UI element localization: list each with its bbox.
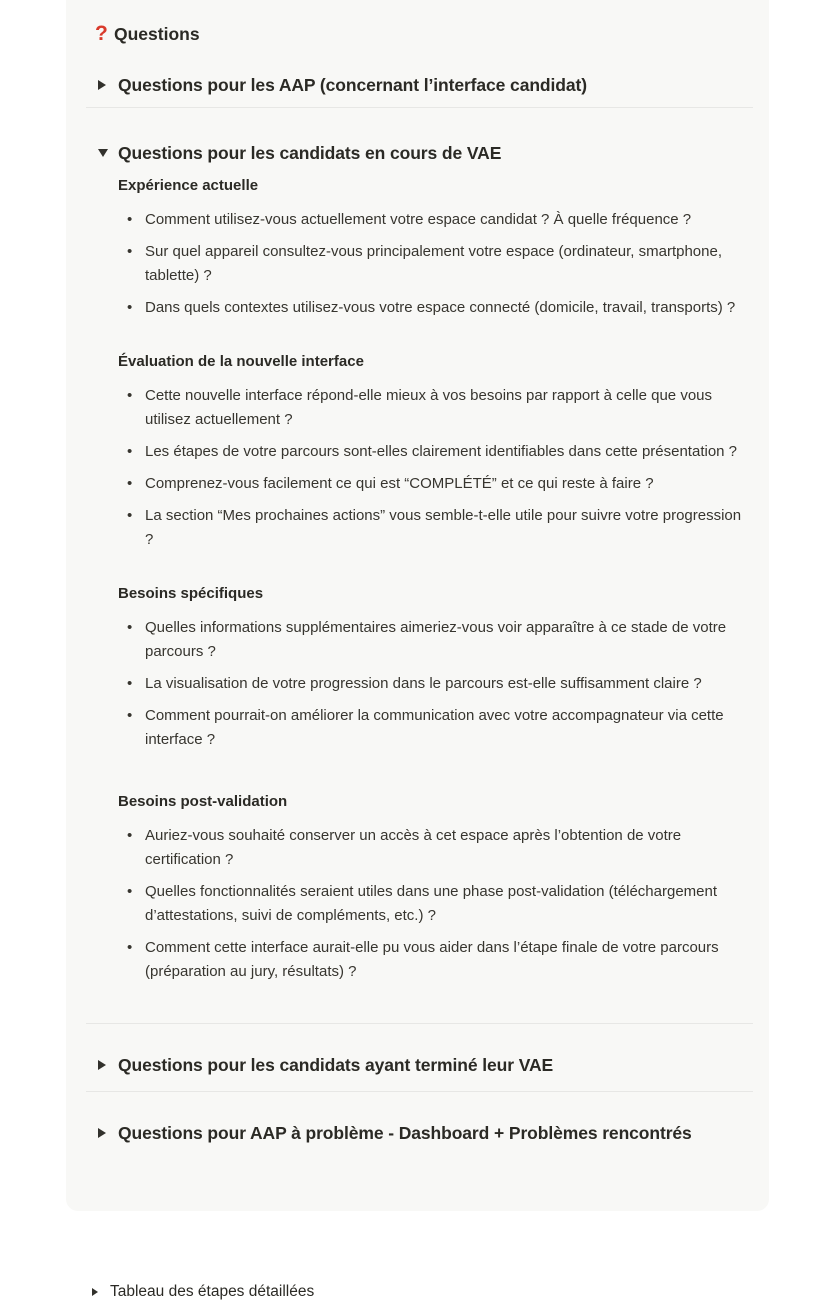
list-item [118, 296, 753, 320]
list-item [118, 208, 753, 232]
question-text: Quelles informations supplémentaires aimeriez-vous voir apparaître à ce stade de votre parcours ? [145, 619, 727, 660]
divider [86, 1091, 753, 1092]
question-text: Comment cette interface aurait-elle pu vous aider dans l’étape finale de votre parcours (préparation au jury, résultats) ? [145, 939, 719, 980]
toggle-tableau[interactable] [92, 1281, 314, 1303]
chevron-right-icon[interactable] [95, 72, 118, 98]
question-list [95, 616, 753, 752]
toggle-label: Questions pour les AAP (concernant l’interface candidat) [118, 74, 587, 95]
group-title-besoins-post-validation: Besoins post-validation [118, 793, 288, 810]
bullet-icon [118, 208, 145, 232]
bullet-icon [118, 936, 145, 984]
chevron-down-icon[interactable] [95, 140, 118, 166]
question-text: Comprenez-vous facilement ce qui est “COMPLÉTÉ” et ce qui reste à faire ? [145, 475, 654, 492]
question-text: Sur quel appareil consultez-vous principalement votre espace (ordinateur, smartphone, tablette) ? [145, 243, 722, 284]
list-item [118, 504, 753, 552]
divider [86, 107, 753, 108]
question-text: Comment pourrait-on améliorer la communication avec votre accompagnateur via cette interface ? [145, 707, 724, 748]
callout-header [95, 22, 753, 46]
toggle-label: Questions pour AAP à problème - Dashboard + Problèmes rencontrés [118, 1122, 692, 1143]
question-text: Auriez-vous souhaité conserver un accès à cet espace après l’obtention de votre certification ? [145, 827, 682, 868]
bullet-icon [118, 880, 145, 928]
chevron-right-icon[interactable] [92, 1279, 110, 1305]
toggle-label: Questions pour les candidats ayant terminé leur VAE [118, 1054, 554, 1075]
list-item [118, 936, 753, 984]
bullet-icon [118, 240, 145, 288]
group-title-experience-actuelle: Expérience actuelle [118, 177, 259, 194]
questions-callout [66, 0, 769, 1211]
chevron-right-icon[interactable] [95, 1052, 118, 1078]
list-item [118, 384, 753, 432]
question-text: Comment utilisez-vous actuellement votre espace candidat ? À quelle fréquence ? [145, 211, 692, 228]
bullet-icon [118, 824, 145, 872]
bullet-icon [118, 440, 145, 464]
list-item [118, 240, 753, 288]
question-list [95, 208, 753, 320]
list-item [118, 704, 753, 752]
list-item [118, 440, 753, 464]
question-text: La section “Mes prochaines actions” vous semble-t-elle utile pour suivre votre progression ? [145, 507, 742, 548]
question-text: La visualisation de votre progression dans le parcours est-elle suffisamment claire ? [145, 675, 702, 692]
bullet-icon [118, 616, 145, 664]
bullet-icon [118, 296, 145, 320]
question-text: Les étapes de votre parcours sont-elles clairement identifiables dans cette présentation ? [145, 443, 738, 460]
toggle-questions-aap[interactable] [95, 72, 753, 98]
list-item [118, 824, 753, 872]
toggle-candidats-en-cours[interactable] [95, 140, 753, 166]
question-text: Dans quels contextes utilisez-vous votre espace connecté (domicile, travail, transports) ? [145, 299, 736, 316]
toggle-aap-probleme[interactable] [95, 1120, 753, 1146]
group-title-evaluation-interface: Évaluation de la nouvelle interface [118, 353, 364, 370]
divider [86, 1023, 753, 1024]
callout-title: Questions [114, 23, 200, 44]
bullet-icon [118, 384, 145, 432]
question-list [95, 384, 753, 552]
bullet-icon [118, 472, 145, 496]
list-item [118, 880, 753, 928]
toggle-label: Tableau des étapes détaillées [110, 1283, 315, 1300]
list-item [118, 672, 753, 696]
toggle-label: Questions pour les candidats en cours de VAE [118, 142, 502, 163]
bullet-icon [118, 672, 145, 696]
list-item [118, 616, 753, 664]
chevron-right-icon[interactable] [95, 1120, 118, 1146]
bullet-icon [118, 504, 145, 552]
question-text: Cette nouvelle interface répond-elle mieux à vos besoins par rapport à celle que vous utilisez actuellement ? [145, 387, 712, 428]
toggle-candidats-termine[interactable] [95, 1052, 753, 1078]
question-list [95, 824, 753, 984]
question-text: Quelles fonctionnalités seraient utiles dans une phase post-validation (téléchargement d’attestations, suivi de compléments, etc.) ? [145, 883, 718, 924]
group-title-besoins-specifiques: Besoins spécifiques [118, 585, 264, 602]
bullet-icon [118, 704, 145, 752]
list-item [118, 472, 753, 496]
question-mark-icon: ? [95, 22, 108, 45]
